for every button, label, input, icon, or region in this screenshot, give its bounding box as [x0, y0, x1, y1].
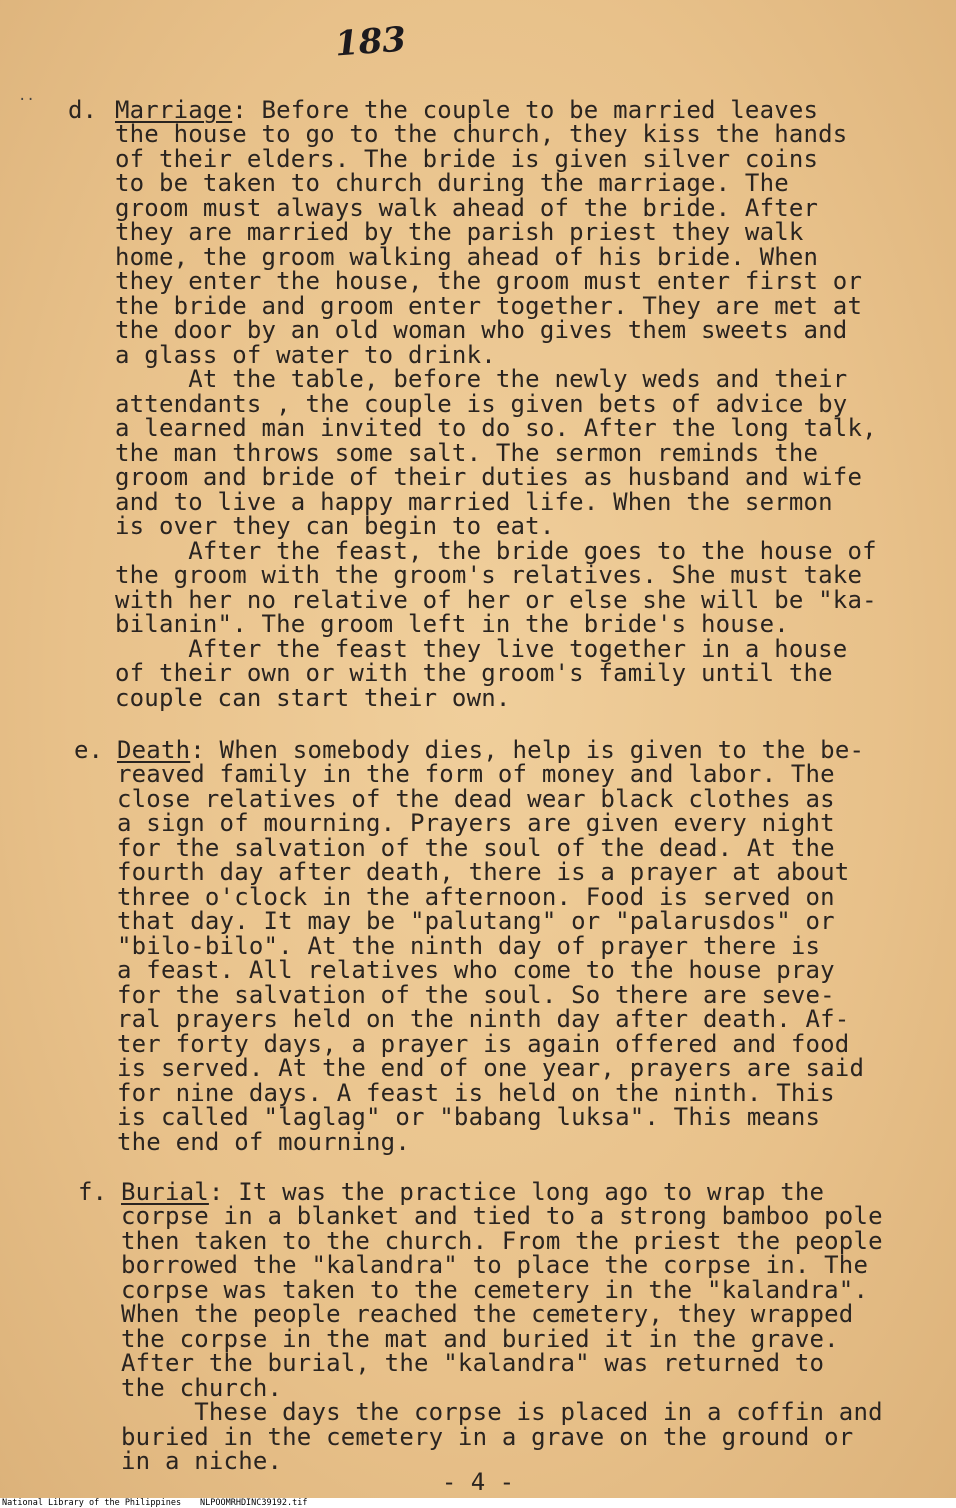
section-heading: Death: [117, 736, 191, 764]
text-line: groom must always walk ahead of the bride. After: [115, 194, 819, 222]
text-line: couple can start their own.: [115, 684, 511, 712]
margin-mark: ..: [18, 88, 35, 104]
text-line: is over they can begin to eat.: [115, 512, 555, 540]
text-line: a glass of water to drink.: [115, 341, 496, 369]
text-line: reaved family in the form of money and labor. The: [117, 760, 835, 788]
text-line: with her no relative of her or else she will be "ka-: [115, 586, 877, 614]
text-line: "bilo-bilo". At the ninth day of prayer there is: [117, 932, 821, 960]
section-first-line: [115, 98, 818, 122]
text-line: for the salvation of the soul of the dead. At the: [117, 834, 835, 862]
text-line: When the people reached the cemetery, they wrapped: [121, 1300, 854, 1328]
line-text: : Before the couple to be married leaves: [232, 96, 819, 124]
text-line: borrowed the "kalandra" to place the corpse in. The: [121, 1251, 869, 1279]
page-number: - 4 -: [441, 1468, 515, 1496]
text-line: corpse was taken to the cemetery in the "kalandra".: [121, 1276, 869, 1304]
text-line: and to live a happy married life. When the sermon: [115, 488, 833, 516]
text-line: bilanin". The groom left in the bride's house.: [115, 610, 789, 638]
scan-footer: [0, 1498, 956, 1508]
text-line: These days the corpse is placed in a coffin and: [121, 1398, 883, 1426]
text-line: home, the groom walking ahead of his bride. When: [115, 243, 819, 271]
text-line: to be taken to church during the marriage. The: [115, 169, 789, 197]
text-line: the door by an old woman who gives them sweets and: [115, 316, 848, 344]
line-text: : When somebody dies, help is given to the be-: [190, 736, 865, 764]
section-heading: Burial: [121, 1178, 209, 1206]
text-line: corpse in a blanket and tied to a strong bamboo pole: [121, 1202, 883, 1230]
text-line: they are married by the parish priest they walk: [115, 218, 804, 246]
text-line: the man throws some salt. The sermon reminds the: [115, 439, 819, 467]
text-line: that day. It may be "palutang" or "palarusdos" or: [117, 907, 835, 935]
text-line: the house to go to the church, they kiss the hands: [115, 120, 848, 148]
text-line: buried in the cemetery in a grave on the ground or: [121, 1423, 854, 1451]
text-line: After the feast, the bride goes to the house of: [115, 537, 877, 565]
text-line: ter forty days, a prayer is again offered and food: [117, 1030, 850, 1058]
text-line: of their own or with the groom's family until the: [115, 659, 833, 687]
text-line: the bride and groom enter together. They are met at: [115, 292, 863, 320]
text-line: ral prayers held on the ninth day after death. Af-: [117, 1005, 850, 1033]
text-line: the church.: [121, 1374, 283, 1402]
text-line: attendants , the couple is given bets of advice by: [115, 390, 848, 418]
section-letter: d.: [68, 96, 97, 124]
text-line: of their elders. The bride is given silver coins: [115, 145, 819, 173]
text-line: the corpse in the mat and buried it in the grave.: [121, 1325, 839, 1353]
section-first-line: [117, 738, 864, 762]
footer-source: National Library of the Philippines: [2, 1498, 182, 1508]
text-line: After the burial, the "kalandra" was returned to: [121, 1349, 825, 1377]
section-letter: e.: [74, 736, 103, 764]
text-line: then taken to the church. From the priest the people: [121, 1227, 883, 1255]
text-line: the groom with the groom's relatives. She must take: [115, 561, 863, 589]
text-line: three o'clock in the afternoon. Food is served on: [117, 883, 835, 911]
footer-filename: NLPOOMRHDINC39192.tif: [200, 1498, 308, 1508]
text-line: a feast. All relatives who come to the house pray: [117, 956, 835, 984]
line-text: : It was the practice long ago to wrap the: [208, 1178, 825, 1206]
text-line: they enter the house, the groom must enter first or: [115, 267, 863, 295]
text-line: close relatives of the dead wear black clothes as: [117, 785, 835, 813]
text-line: a sign of mourning. Prayers are given every night: [117, 809, 835, 837]
text-line: After the feast they live together in a house: [115, 635, 848, 663]
section-heading: Marriage: [115, 96, 233, 124]
text-line: the end of mourning.: [117, 1128, 410, 1156]
text-line: is called "laglag" or "babang luksa". This means: [117, 1103, 821, 1131]
section-first-line: [121, 1180, 824, 1204]
text-line: At the table, before the newly weds and their: [115, 365, 848, 393]
text-line: fourth day after death, there is a prayer at about: [117, 858, 850, 886]
section-letter: f.: [78, 1178, 107, 1206]
text-line: for the salvation of the soul. So there are seve-: [117, 981, 835, 1009]
text-line: for nine days. A feast is held on the ninth. This: [117, 1079, 835, 1107]
text-line: a learned man invited to do so. After the long talk,: [115, 414, 877, 442]
text-line: is served. At the end of one year, prayers are said: [117, 1054, 865, 1082]
text-line: in a niche.: [121, 1447, 283, 1475]
text-line: groom and bride of their duties as husband and wife: [115, 463, 863, 491]
handwritten-page-number: 183: [333, 19, 408, 65]
